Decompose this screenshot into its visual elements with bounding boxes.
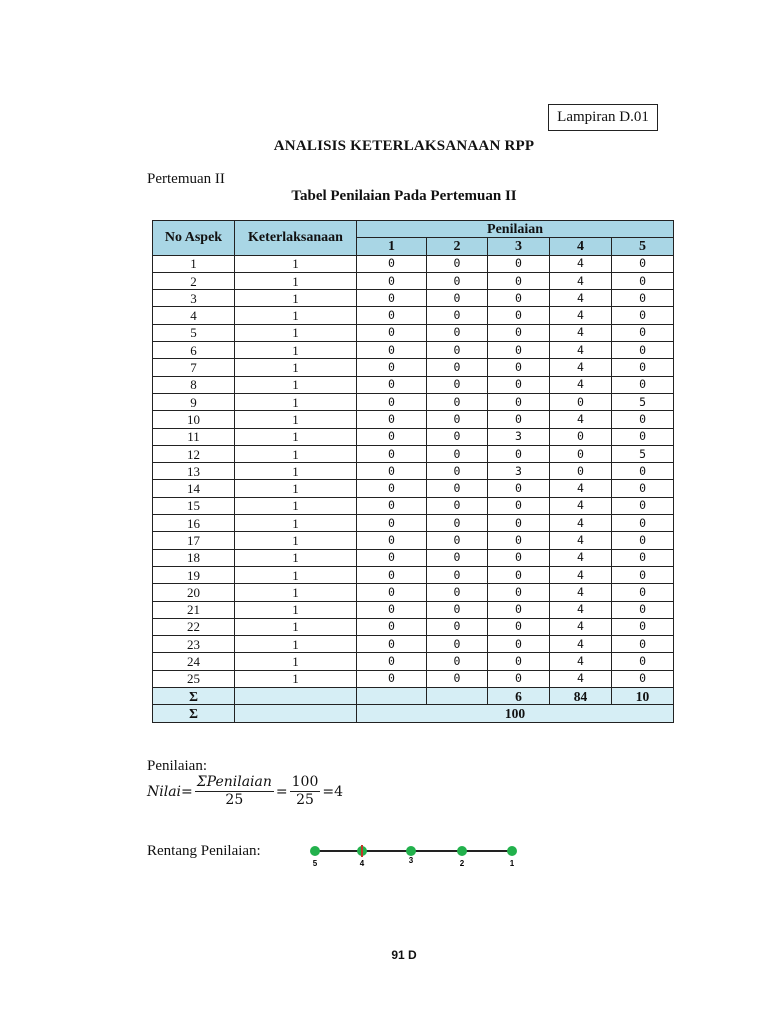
score-cell: 4 [550,636,612,653]
score-cell: 0 [488,670,550,687]
header-keterlaksanaan: Keterlaksanaan [235,221,357,256]
score-cell: 0 [550,463,612,480]
table-row [153,445,674,462]
score-cell: 0 [427,653,488,670]
sum-cell: 6 [488,688,550,705]
aspek-number-cell: 3 [153,290,235,307]
score-cell: 0 [488,584,550,601]
page-number: 91 D [391,948,417,962]
score-cell: 0 [488,653,550,670]
score-cell: 0 [357,497,427,514]
score-cell: 0 [427,497,488,514]
table-row [153,307,674,324]
header-score-4: 4 [550,238,612,255]
table-row [153,584,674,601]
score-cell: 0 [427,532,488,549]
score-cell: 4 [550,549,612,566]
score-cell: 0 [488,532,550,549]
score-cell: 0 [357,670,427,687]
score-cell: 4 [550,307,612,324]
score-cell: 4 [550,376,612,393]
score-cell: 0 [488,411,550,428]
score-cell: 0 [427,255,488,272]
keterlaksanaan-cell: 1 [235,584,357,601]
table-row [153,618,674,635]
formula-lhs: Nilai [147,783,182,800]
score-cell: 0 [357,359,427,376]
keterlaksanaan-cell: 1 [235,618,357,635]
keterlaksanaan-cell: 1 [235,272,357,289]
total-label: Σ [153,705,235,722]
assessment-table [152,220,674,723]
aspek-number-cell: 22 [153,618,235,635]
aspek-number-cell: 20 [153,584,235,601]
fraction-numerator: ΣPenilaian [196,774,272,790]
table-row [153,376,674,393]
score-cell: 0 [612,307,674,324]
score-cell: 0 [357,636,427,653]
score-cell: 0 [488,393,550,410]
keterlaksanaan-cell: 1 [235,515,357,532]
aspek-number-cell: 2 [153,272,235,289]
score-cell: 0 [427,480,488,497]
score-cell: 0 [488,324,550,341]
aspek-number-cell: 25 [153,670,235,687]
score-cell: 3 [488,428,550,445]
score-cell: 0 [357,584,427,601]
aspek-number-cell: 17 [153,532,235,549]
score-cell: 0 [488,618,550,635]
table-title: Tabel Penilaian Pada Pertemuan II [291,188,517,204]
score-cell: 0 [427,601,488,618]
score-cell: 0 [612,566,674,583]
score-cell: 0 [427,566,488,583]
score-cell: 0 [488,515,550,532]
scale-point [310,846,320,856]
aspek-number-cell: 1 [153,255,235,272]
score-cell: 5 [612,393,674,410]
score-cell: 4 [550,359,612,376]
keterlaksanaan-cell: 1 [235,359,357,376]
score-cell: 0 [427,393,488,410]
score-cell: 0 [357,653,427,670]
score-cell: 0 [427,445,488,462]
nilai-formula [147,774,343,809]
lampiran-label: Lampiran D.01 [548,104,658,131]
score-cell: 0 [612,584,674,601]
table-row [153,255,674,272]
keterlaksanaan-cell: 1 [235,636,357,653]
score-cell: 4 [550,566,612,583]
header-score-3: 3 [488,238,550,255]
fraction-numerator: 100 [291,774,319,790]
score-cell: 4 [550,255,612,272]
score-cell: 0 [612,376,674,393]
score-cell: 0 [357,480,427,497]
keterlaksanaan-cell: 1 [235,566,357,583]
aspek-number-cell: 24 [153,653,235,670]
score-cell: 0 [488,342,550,359]
score-cell: 0 [357,255,427,272]
score-cell: 4 [550,584,612,601]
aspek-number-cell: 9 [153,393,235,410]
keterlaksanaan-cell: 1 [235,445,357,462]
score-cell: 0 [612,532,674,549]
score-cell: 0 [357,324,427,341]
score-cell: 4 [550,411,612,428]
score-cell: 0 [357,445,427,462]
total-row [153,705,674,722]
keterlaksanaan-cell: 1 [235,342,357,359]
score-cell: 0 [612,636,674,653]
score-cell: 4 [550,324,612,341]
sum-cell: 10 [612,688,674,705]
score-cell: 4 [550,670,612,687]
keterlaksanaan-cell: 1 [235,376,357,393]
score-cell: 0 [427,342,488,359]
table-row [153,463,674,480]
aspek-number-cell: 10 [153,411,235,428]
table-row [153,497,674,514]
score-cell: 0 [427,359,488,376]
keterlaksanaan-cell: 1 [235,307,357,324]
keterlaksanaan-cell: 1 [235,670,357,687]
score-cell: 0 [550,445,612,462]
header-no-aspek: No Aspek [153,221,235,256]
table-row [153,428,674,445]
table-row [153,324,674,341]
score-cell: 0 [488,290,550,307]
score-cell: 0 [357,601,427,618]
aspek-number-cell: 14 [153,480,235,497]
fraction-denominator: 25 [225,792,244,808]
table-row [153,636,674,653]
fraction-denominator: 25 [296,792,314,808]
score-cell: 3 [488,463,550,480]
keterlaksanaan-cell: 1 [235,463,357,480]
table-row [153,480,674,497]
score-cell: 0 [612,324,674,341]
scale-point [457,846,467,856]
aspek-number-cell: 8 [153,376,235,393]
table-row [153,566,674,583]
score-cell: 0 [427,272,488,289]
score-cell: 4 [550,515,612,532]
sum-cell: 84 [550,688,612,705]
score-cell: 0 [488,549,550,566]
aspek-number-cell: 12 [153,445,235,462]
scale-label: 2 [459,859,465,868]
aspek-number-cell: 13 [153,463,235,480]
sum-cell [235,688,357,705]
score-cell: 0 [357,549,427,566]
formula-eq: = [181,783,193,800]
score-cell: 0 [357,272,427,289]
aspek-number-cell: 18 [153,549,235,566]
total-empty-cell [235,705,357,722]
header-score-1: 1 [357,238,427,255]
aspek-number-cell: 16 [153,515,235,532]
score-cell: 0 [488,272,550,289]
scale-point [406,846,416,856]
score-cell: 0 [357,532,427,549]
table-row [153,359,674,376]
formula-eq: = [275,783,288,800]
score-cell: 0 [427,376,488,393]
rating-scale [300,838,530,872]
score-cell: 0 [357,428,427,445]
score-cell: 0 [488,497,550,514]
keterlaksanaan-cell: 1 [235,497,357,514]
aspek-number-cell: 11 [153,428,235,445]
table-row [153,653,674,670]
header-score-2: 2 [427,238,488,255]
score-cell: 0 [427,584,488,601]
aspek-number-cell: 4 [153,307,235,324]
score-cell: 0 [488,480,550,497]
pertemuan-label: Pertemuan II [147,171,225,187]
score-cell: 0 [357,566,427,583]
sum-label: Σ [153,688,235,705]
score-cell: 0 [488,359,550,376]
score-cell: 0 [612,497,674,514]
score-cell: 0 [427,463,488,480]
scale-point [507,846,517,856]
score-cell: 0 [427,411,488,428]
fraction-value [290,774,321,809]
keterlaksanaan-cell: 1 [235,255,357,272]
score-cell: 0 [612,653,674,670]
score-cell: 0 [612,601,674,618]
aspek-number-cell: 21 [153,601,235,618]
table-row [153,515,674,532]
score-cell: 0 [488,255,550,272]
score-cell: 0 [357,376,427,393]
scale-label: 4 [359,859,365,868]
aspek-number-cell: 23 [153,636,235,653]
score-cell: 0 [612,515,674,532]
sum-row [153,688,674,705]
score-cell: 0 [612,411,674,428]
table-row [153,393,674,410]
score-cell: 0 [612,480,674,497]
score-cell: 0 [612,618,674,635]
score-cell: 0 [488,307,550,324]
score-cell: 0 [612,290,674,307]
keterlaksanaan-cell: 1 [235,411,357,428]
scale-label: 3 [408,856,414,865]
score-cell: 0 [427,549,488,566]
score-cell: 4 [550,290,612,307]
sum-cell [427,688,488,705]
score-cell: 4 [550,497,612,514]
document-title: ANALISIS KETERLAKSANAAN RPP [273,138,535,154]
score-cell: 0 [488,445,550,462]
score-cell: 0 [427,618,488,635]
score-cell: 0 [357,618,427,635]
table-row [153,670,674,687]
table-row [153,342,674,359]
score-cell: 0 [357,515,427,532]
table-row [153,549,674,566]
score-cell: 0 [427,324,488,341]
score-cell: 0 [357,342,427,359]
keterlaksanaan-cell: 1 [235,601,357,618]
score-cell: 0 [427,428,488,445]
score-cell: 0 [612,428,674,445]
aspek-number-cell: 7 [153,359,235,376]
header-penilaian: Penilaian [357,221,674,238]
score-cell: 0 [612,359,674,376]
table-row [153,411,674,428]
keterlaksanaan-cell: 1 [235,549,357,566]
keterlaksanaan-cell: 1 [235,393,357,410]
score-cell: 0 [357,411,427,428]
aspek-number-cell: 19 [153,566,235,583]
score-cell: 4 [550,480,612,497]
score-cell: 4 [550,653,612,670]
penilaian-label: Penilaian: [147,758,207,774]
score-cell: 0 [427,515,488,532]
sum-cell [357,688,427,705]
score-cell: 0 [488,566,550,583]
score-cell: 0 [357,393,427,410]
table-row [153,601,674,618]
score-cell: 4 [550,272,612,289]
score-cell: 0 [357,463,427,480]
score-cell: 0 [357,290,427,307]
keterlaksanaan-cell: 1 [235,290,357,307]
score-cell: 0 [357,307,427,324]
fraction-sum [195,774,274,809]
aspek-number-cell: 5 [153,324,235,341]
scale-label: 1 [509,859,515,868]
score-cell: 0 [427,670,488,687]
score-cell: 0 [488,376,550,393]
score-cell: 4 [550,532,612,549]
score-cell: 5 [612,445,674,462]
score-cell: 0 [488,601,550,618]
score-cell: 0 [427,290,488,307]
table-row [153,290,674,307]
rentang-label: Rentang Penilaian: [147,843,261,859]
keterlaksanaan-cell: 1 [235,653,357,670]
scale-label: 5 [312,859,318,868]
score-cell: 0 [550,428,612,445]
score-cell: 0 [612,463,674,480]
score-cell: 0 [612,342,674,359]
header-score-5: 5 [612,238,674,255]
score-cell: 4 [550,601,612,618]
score-cell: 0 [612,549,674,566]
score-cell: 0 [612,255,674,272]
score-cell: 0 [612,272,674,289]
table-row [153,532,674,549]
aspek-number-cell: 15 [153,497,235,514]
aspek-number-cell: 6 [153,342,235,359]
keterlaksanaan-cell: 1 [235,428,357,445]
score-cell: 0 [427,636,488,653]
score-cell: 0 [488,636,550,653]
keterlaksanaan-cell: 1 [235,532,357,549]
score-cell: 4 [550,342,612,359]
formula-result: =4 [322,783,344,800]
table-row [153,272,674,289]
keterlaksanaan-cell: 1 [235,480,357,497]
total-value: 100 [357,705,674,722]
score-cell: 4 [550,618,612,635]
keterlaksanaan-cell: 1 [235,324,357,341]
score-cell: 0 [427,307,488,324]
score-cell: 0 [612,670,674,687]
score-cell: 0 [550,393,612,410]
